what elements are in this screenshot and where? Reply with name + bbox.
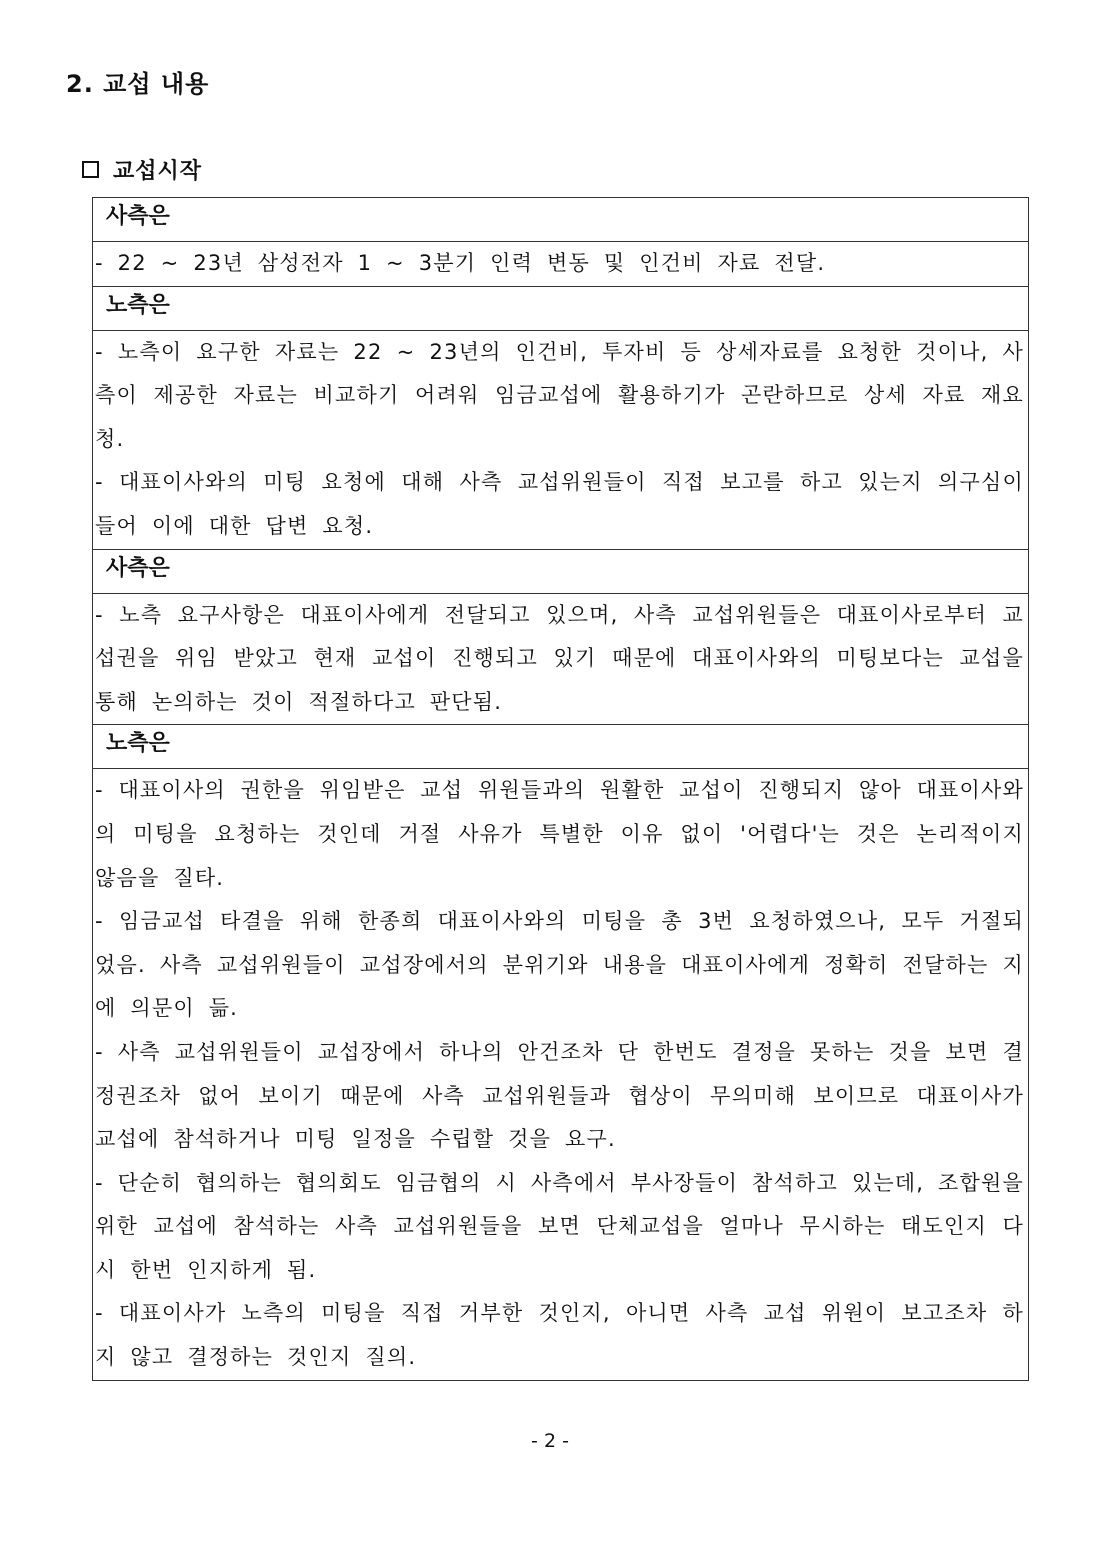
- section-title: 2. 교섭 내용: [66, 70, 210, 98]
- paragraph: - 임금교섭 타결을 위해 한종희 대표이사와의 미팅을 총 3번 요청하였으나, 모두 거절되었음. 사측 교섭위원들이 교섭장에서의 분위기와 내용을 대표이사에게 정확히 전달하는 지에 의문이 듦.: [95, 909, 1024, 1021]
- paragraph: - 대표이사와의 미팅 요청에 대해 사측 교섭위원들이 직접 보고를 하고 있는지 의구심이 들어 이에 대한 답변 요청.: [95, 470, 1024, 538]
- table-row-content: [93, 242, 1028, 287]
- checkbox-square-icon: [82, 161, 99, 178]
- table-row-heading: 사측은: [93, 198, 1028, 242]
- paragraph: - 노측 요구사항은 대표이사에게 전달되고 있으며, 사측 교섭위원들은 대표이사로부터 교섭권을 위임 받았고 현재 교섭이 진행되고 있기 때문에 대표이사와의 미팅보다는 교섭을 통해 논의하는 것이 적절하다고 판단됨.: [95, 602, 1024, 714]
- table-row-content: [93, 594, 1028, 726]
- table-row-heading: 사측은: [93, 550, 1028, 594]
- paragraph: - 대표이사가 노측의 미팅을 직접 거부한 것인지, 아니면 사측 교섭 위원이 보고조차 하지 않고 결정하는 것인지 질의.: [95, 1301, 1024, 1370]
- paragraph: - 단순히 협의하는 협의회도 임금협의 시 사측에서 부사장들이 참석하고 있는데, 조합원을 위한 교섭에 참석하는 사측 교섭위원들을 보면 단체교섭을 얼마나 무시하는 태도인지 다시 한번 인지하게 됨.: [95, 1170, 1024, 1282]
- table-row-heading: 노측은: [93, 725, 1028, 769]
- subsection-title-text: 교섭시작: [113, 159, 203, 184]
- paragraph: - 노측이 요구한 자료는 22 ~ 23년의 인건비, 투자비 등 상세자료를 요청한 것이나, 사측이 제공한 자료는 비교하기 어려워 임금교섭에 활용하기가 곤란하므로 상세 자료 재요청.: [95, 339, 1024, 451]
- paragraph: - 대표이사의 권한을 위임받은 교섭 위원들과의 원활한 교섭이 진행되지 않아 대표이사와의 미팅을 요청하는 것인데 거절 사유가 특별한 이유 없이 '어렵다'는 것은 논리적이지 않음을 질타.: [95, 778, 1024, 890]
- table-row-content: [93, 769, 1028, 1379]
- subsection-title: [82, 154, 202, 185]
- page-number: - 2 -: [531, 1430, 569, 1452]
- negotiation-table: [92, 197, 1029, 1381]
- table-row-heading: 노측은: [93, 287, 1028, 331]
- paragraph: - 22 ~ 23년 삼성전자 1 ~ 3분기 인력 변동 및 인건비 자료 전달.: [95, 251, 826, 275]
- paragraph: - 사측 교섭위원들이 교섭장에서 하나의 안건조차 단 한번도 결정을 못하는 것을 보면 결정권조차 없어 보이기 때문에 사측 교섭위원들과 협상이 무의미해 보이므로 대표이사가 교섭에 참석하거나 미팅 일정을 수립할 것을 요구.: [95, 1039, 1024, 1152]
- table-row-content: [93, 331, 1028, 550]
